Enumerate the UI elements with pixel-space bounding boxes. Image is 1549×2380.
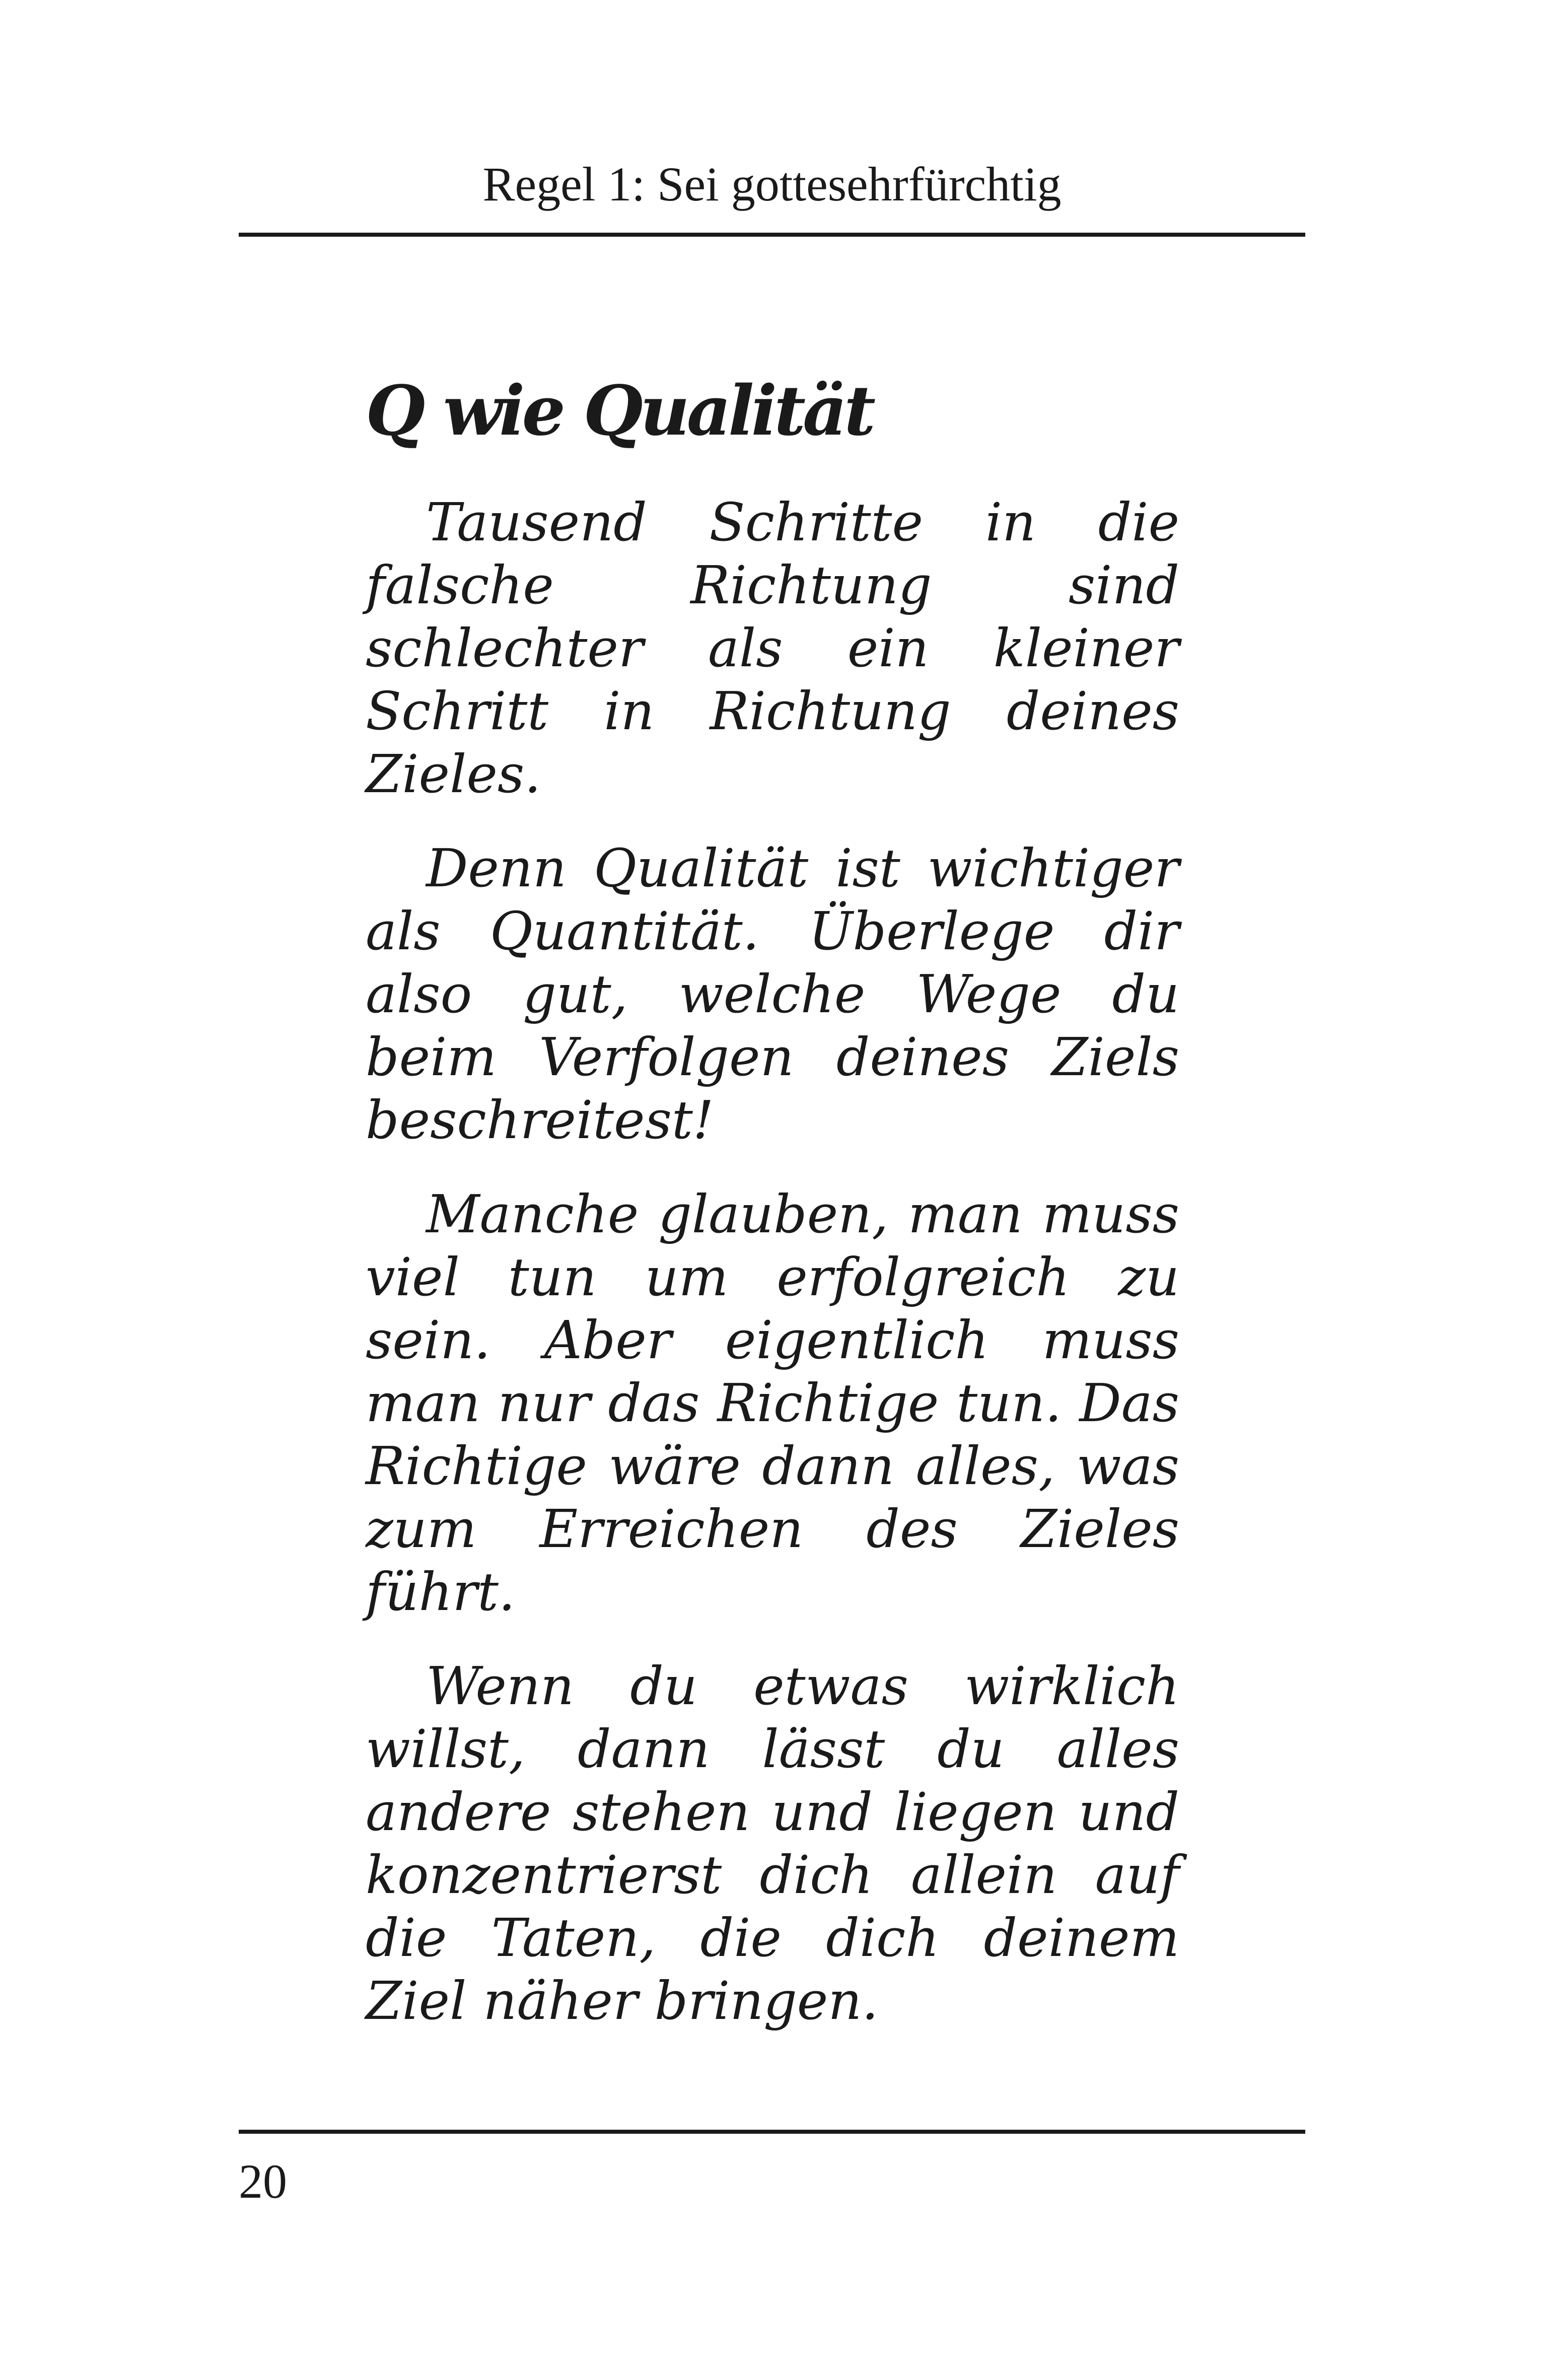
- paragraph-4: Wenn du etwas wirklich willst, dann lässt du alles andere stehen und liegen und konzentrierst dich allein auf die Taten, die dich deinem Ziel näher bringen.: [366, 1655, 1179, 2032]
- header-rule: [239, 233, 1305, 237]
- page-number: 20: [239, 2154, 287, 2208]
- section-title: Q wie Qualität: [366, 371, 873, 451]
- body-text: [366, 491, 1179, 2064]
- running-header: Regel 1: Sei gottesehrfürchtig: [482, 157, 1062, 211]
- footer-rule: [239, 2130, 1305, 2134]
- paragraph-3: Manche glauben, man muss viel tun um erfolgreich zu sein. Aber eigentlich muss man nur das Richtige tun. Das Richtige wäre dann alles, was zum Erreichen des Zieles führt.: [366, 1183, 1179, 1623]
- paragraph-2: Denn Qualität ist wichtiger als Quantität. Überlege dir also gut, welche Wege du beim Verfolgen deines Ziels beschreitest!: [366, 837, 1179, 1151]
- paragraph-1: Tausend Schritte in die falsche Richtung sind schlechter als ein kleiner Schritt in Richtung deines Zieles.: [366, 492, 1179, 805]
